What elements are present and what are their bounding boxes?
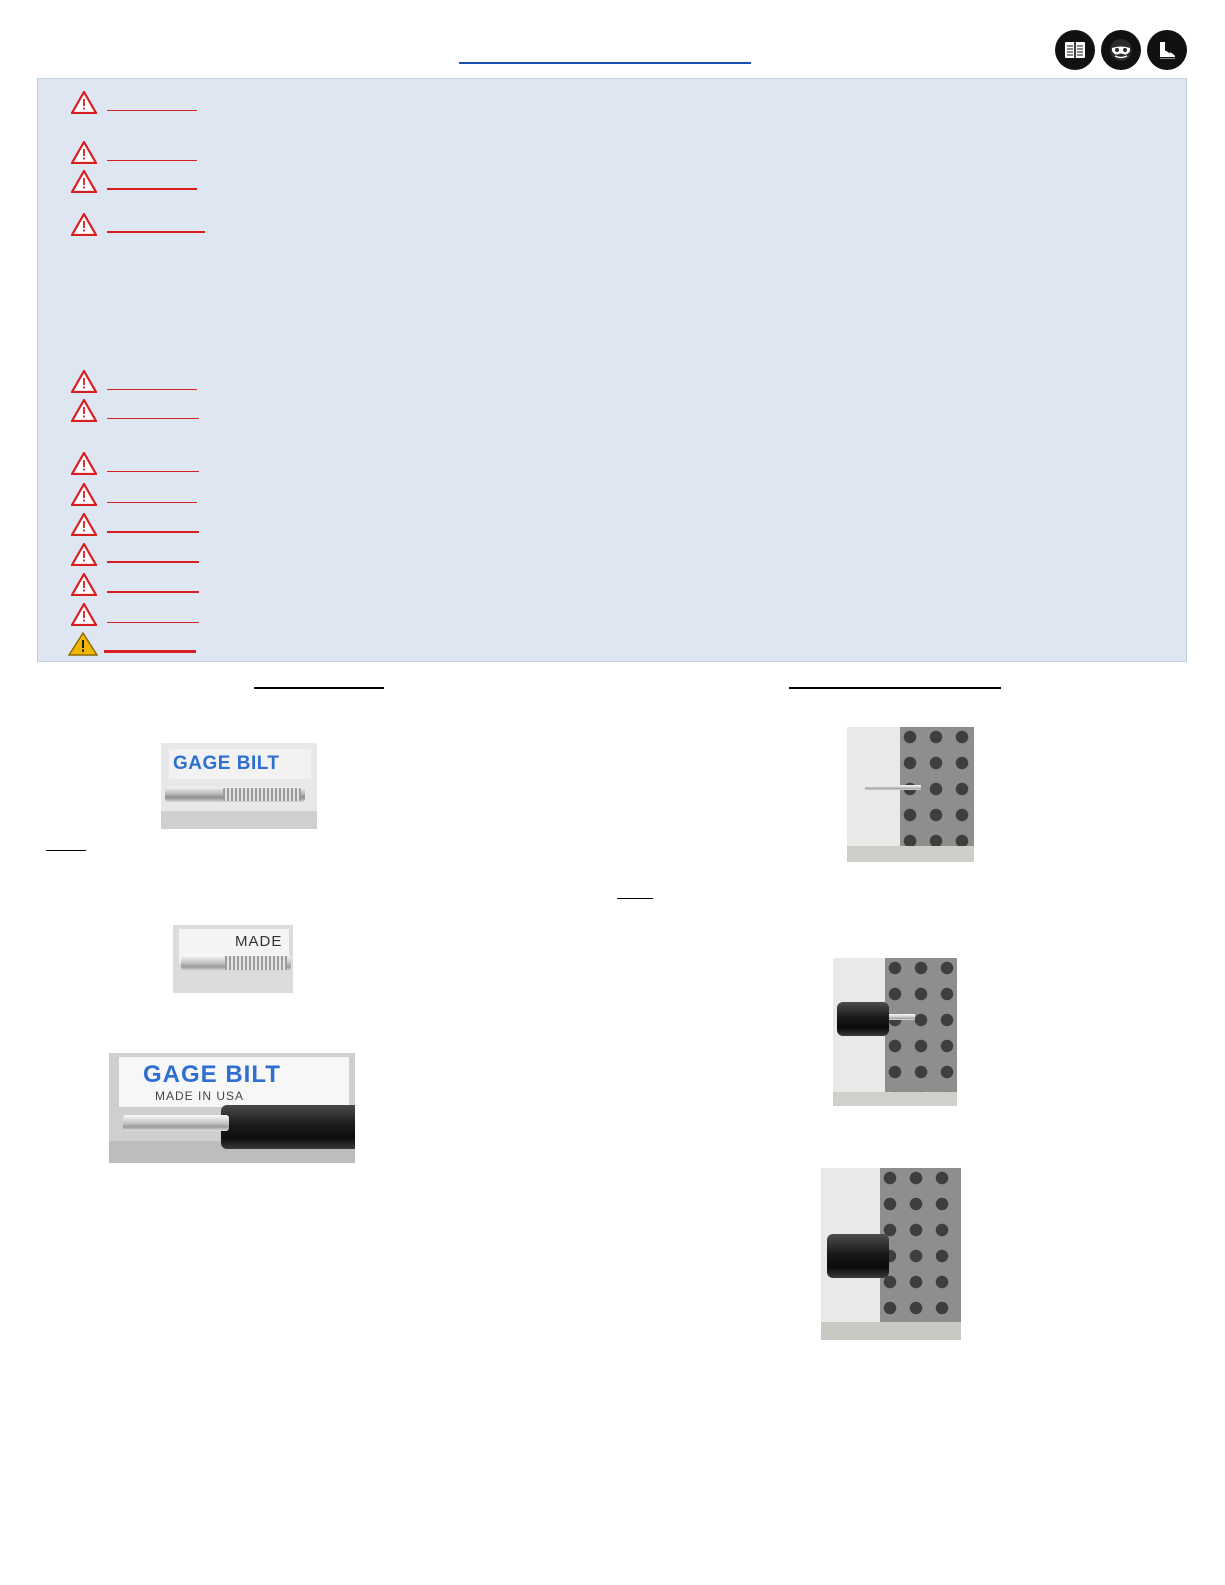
warning-row bbox=[71, 573, 199, 596]
warning-triangle-icon bbox=[71, 399, 97, 422]
warning-triangle-icon bbox=[71, 370, 97, 393]
figure-tool-nose bbox=[109, 1053, 355, 1163]
warning-row bbox=[71, 170, 197, 193]
warning-triangle-icon bbox=[71, 91, 97, 114]
left-step-label bbox=[46, 850, 86, 851]
brand-text: GAGE BILT bbox=[143, 1061, 281, 1088]
figure-made-label bbox=[173, 925, 293, 993]
figure-nose-plate-1 bbox=[833, 958, 957, 1106]
warning-triangle-icon bbox=[71, 170, 97, 193]
warning-label bbox=[107, 403, 199, 419]
ppe-icon-cluster bbox=[1055, 30, 1187, 70]
caution-triangle-icon bbox=[68, 632, 94, 655]
warning-triangle-icon bbox=[71, 513, 97, 536]
read-manual-icon bbox=[1055, 30, 1095, 70]
warning-triangle-icon bbox=[71, 543, 97, 566]
tool-nose bbox=[837, 1002, 889, 1036]
figure-nose-plate-2 bbox=[821, 1168, 961, 1340]
warning-triangle-icon bbox=[71, 213, 97, 236]
warning-row bbox=[71, 213, 205, 236]
warning-row bbox=[71, 483, 197, 506]
figure-pin-label bbox=[161, 743, 317, 829]
warning-row bbox=[71, 399, 199, 422]
right-step-label bbox=[617, 898, 653, 899]
caution-row bbox=[68, 632, 196, 655]
warning-triangle-icon bbox=[71, 603, 97, 626]
warning-row bbox=[71, 452, 199, 475]
warning-triangle-icon bbox=[71, 483, 97, 506]
left-section-heading bbox=[254, 686, 384, 689]
warning-label bbox=[107, 173, 197, 190]
warning-triangle-icon bbox=[71, 141, 97, 164]
warning-label bbox=[107, 216, 205, 233]
warning-label bbox=[107, 95, 197, 111]
warning-row bbox=[71, 513, 199, 536]
warning-row bbox=[71, 603, 199, 626]
warning-row bbox=[71, 543, 199, 566]
warning-label bbox=[107, 374, 197, 390]
page-title-rule bbox=[459, 62, 751, 64]
made-text: MADE bbox=[235, 933, 283, 950]
pin-shaft bbox=[885, 1014, 915, 1020]
warning-row bbox=[71, 91, 197, 114]
warning-row bbox=[71, 141, 197, 164]
tool-nose bbox=[827, 1234, 889, 1278]
pin-shaft bbox=[865, 785, 921, 790]
eye-protection-icon bbox=[1101, 30, 1141, 70]
warning-label bbox=[107, 145, 197, 161]
warning-row bbox=[71, 370, 197, 393]
warning-label bbox=[107, 546, 199, 563]
warning-triangle-icon bbox=[71, 452, 97, 475]
warning-label bbox=[107, 607, 199, 623]
warning-label bbox=[107, 576, 199, 593]
foot-protection-icon bbox=[1147, 30, 1187, 70]
brand-text: GAGE BILT bbox=[169, 749, 311, 779]
warning-triangle-icon bbox=[71, 573, 97, 596]
figure-plate-pin bbox=[847, 727, 974, 862]
warning-body-text bbox=[73, 259, 1153, 369]
caution-label bbox=[104, 635, 196, 653]
warning-label bbox=[107, 516, 199, 533]
right-section-heading bbox=[789, 686, 1001, 689]
warning-label bbox=[107, 487, 197, 503]
warning-panel bbox=[37, 78, 1187, 662]
warning-label bbox=[107, 456, 199, 472]
made-in-usa-text: MADE IN USA bbox=[155, 1089, 245, 1103]
